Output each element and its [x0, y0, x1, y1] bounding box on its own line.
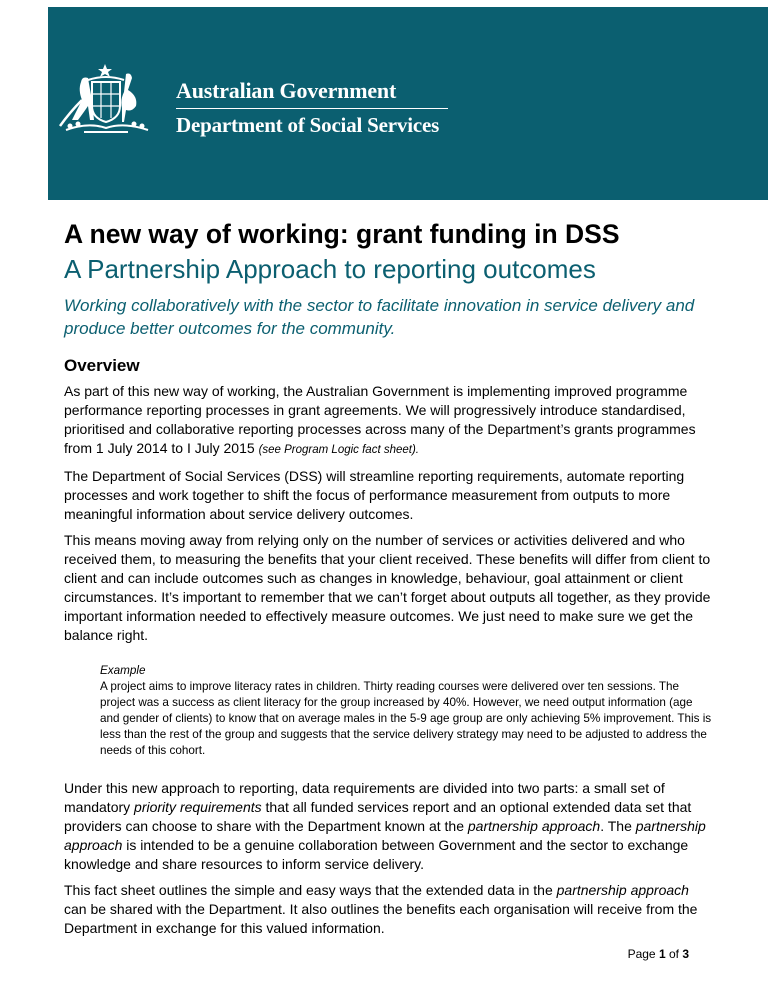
emphasis-priority-requirements: priority requirements — [134, 799, 262, 815]
text-run: can be shared with the Department. It also outlines the benefits each organisation will receive from the Department in exchange for this valued information. — [64, 901, 698, 936]
commonwealth-coat-of-arms-icon — [48, 60, 166, 138]
page-number-separator: of — [665, 947, 683, 961]
page-number-prefix: Page — [627, 947, 659, 961]
emphasis-partnership-approach: partnership approach — [64, 818, 706, 853]
overview-paragraph-2: The Department of Social Services (DSS) will streamline reporting requirements, automate reporting processes and work together to shift the focus of performance measurement from outputs to more meaningful information about service delivery outcomes. — [64, 468, 685, 522]
text-run: is intended to be a genuine collaboration between Government and the sector to exchange knowledge and share resources to inform service delivery. — [64, 837, 689, 872]
section-heading-overview: Overview — [64, 356, 140, 375]
text-run: This fact sheet outlines the simple and easy ways that the extended data in the — [64, 882, 557, 898]
program-logic-reference: (see Program Logic fact sheet). — [258, 444, 419, 456]
main-content — [64, 218, 714, 938]
page-number — [628, 947, 689, 961]
paragraph-text: As part of this new way of working, the Australian Government is implementing improved programme performance reporting processes in grant agreements. We will progressively introduce standardised, prioritised and collaborative reporting processes across many of the Department’s grants programmes from 1 July 2014 to I July 2015 — [64, 383, 696, 456]
government-name: Australian Government — [176, 78, 397, 103]
text-run: . The — [600, 818, 636, 834]
text-run: Under this new approach to reporting, data requirements are divided into two parts: a small set of mandatory — [64, 780, 665, 815]
tagline: Working collaboratively with the sector to facilitate innovation in service delivery and produce better outcomes for the community. — [64, 296, 695, 338]
overview-paragraph-1 — [64, 382, 714, 460]
emphasis-partnership-approach: partnership approach — [556, 882, 689, 898]
emphasis-partnership-approach: partnership approach — [467, 818, 601, 834]
text-run: that all funded services report and an optional extended data set that providers can choose to share with the Department known at the — [64, 799, 692, 834]
page-title: A new way of working: grant funding in DSS — [64, 219, 620, 249]
page-subtitle: A Partnership Approach to reporting outcomes — [64, 254, 596, 284]
department-name: Department of Social Services — [176, 113, 440, 137]
overview-paragraph-3: This means moving away from relying only on the number of services or activities delivered and who received them, to measuring the benefits that your client received. These benefits will differ from client to client and can include outcomes such as changes in knowledge, behaviour, goal attainment or client circumstances. It’s important to remember that we can’t forget about outputs all together, as they provide important information needed to effectively measure outcomes. We just need to make sure we get the balance right. — [64, 532, 711, 643]
header-divider — [176, 108, 448, 109]
page-number-current: 1 — [658, 947, 666, 961]
page-number-total: 3 — [682, 947, 689, 961]
example-text: A project aims to improve literacy rates in children. Thirty reading courses were delivered over ten sessions. The project was a success as client literacy for the group increased by 40%. However, we need output information (age and gender of clients) to know that on average males in the 5-9 age group are only achieving 5% improvement. This is less than the rest of the group and suggests that the service delivery strategy may need to be adjusted to address the needs of this cohort. — [100, 680, 712, 757]
overview-paragraph-5 — [64, 881, 714, 938]
example-label: Example — [100, 664, 146, 677]
overview-paragraph-4 — [64, 779, 714, 874]
example-box — [100, 663, 714, 759]
